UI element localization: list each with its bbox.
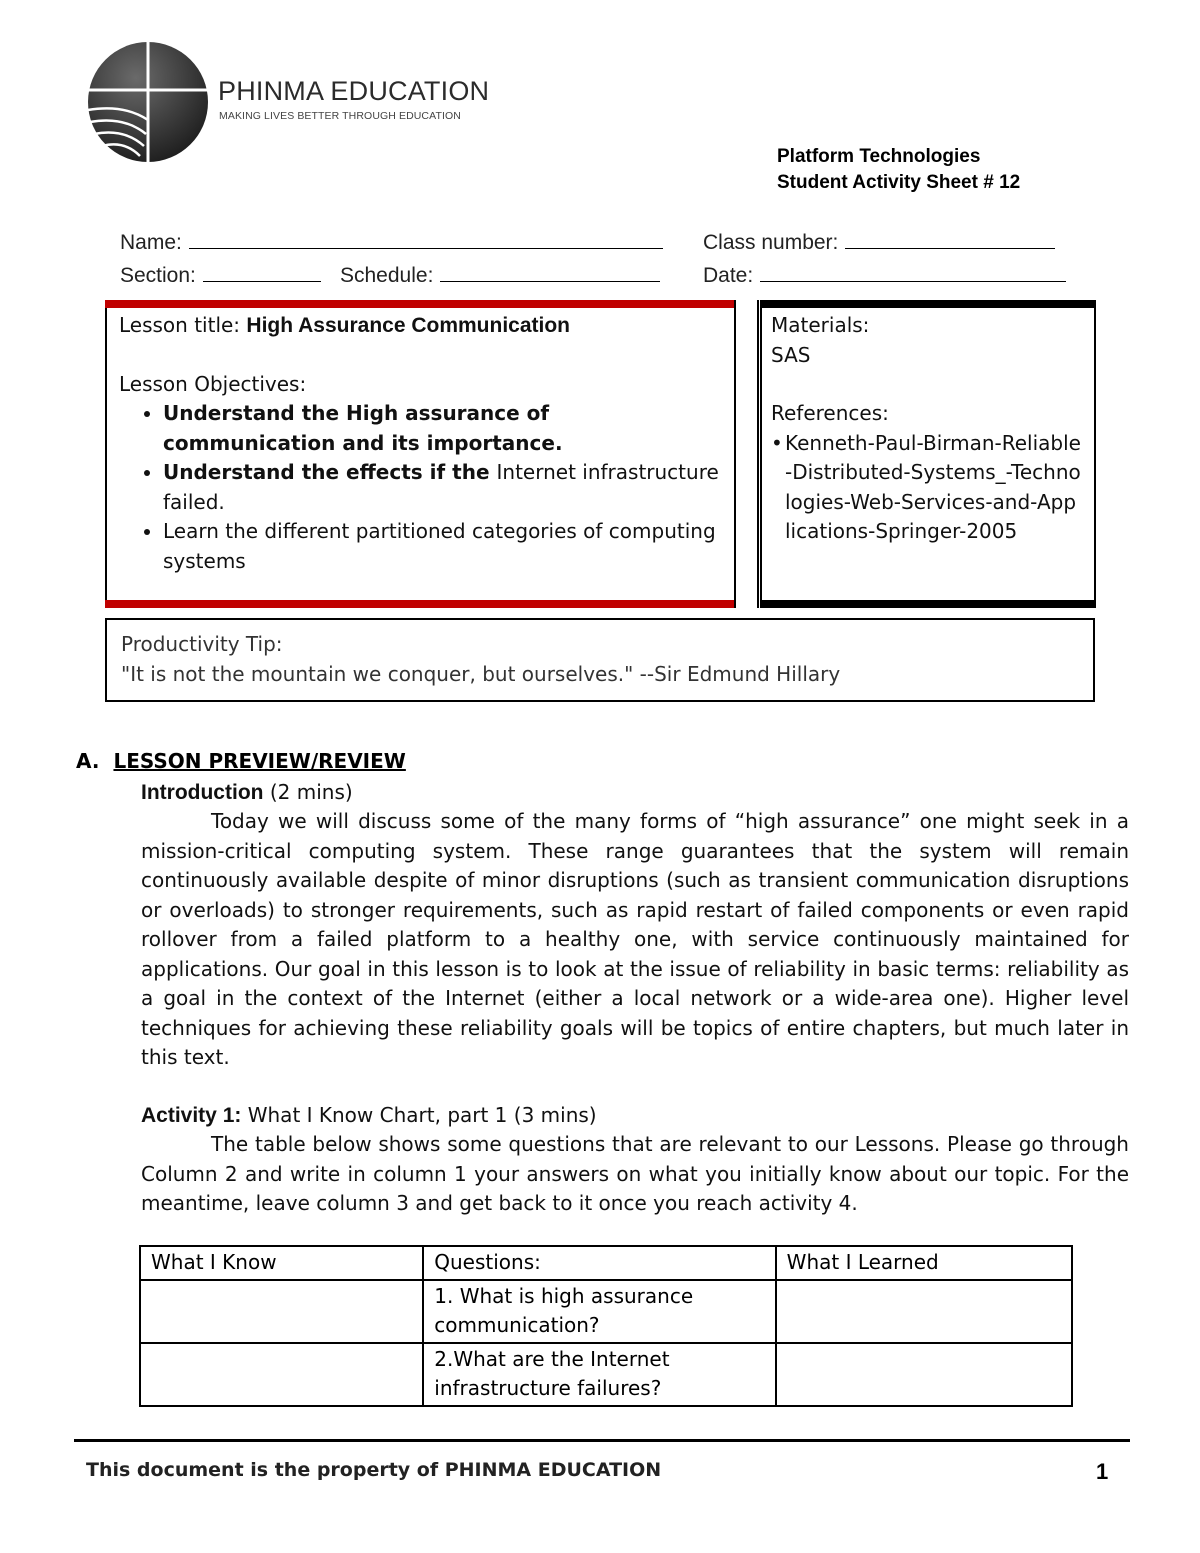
introduction-heading xyxy=(141,778,1129,808)
objectives-label: Lesson Objectives: xyxy=(119,371,307,396)
course-title: Platform Technologies xyxy=(777,146,981,167)
schedule-blank[interactable] xyxy=(440,261,660,282)
section-field[interactable] xyxy=(120,261,321,288)
date-label: Date: xyxy=(703,264,754,287)
name-label: Name: xyxy=(120,231,182,254)
lesson-box xyxy=(105,300,736,608)
materials-value: SAS xyxy=(771,342,811,367)
table-row xyxy=(140,1343,1072,1406)
name-blank[interactable] xyxy=(189,228,663,249)
productivity-tip-box xyxy=(105,618,1095,702)
activity-heading xyxy=(141,1101,1129,1131)
class-number-blank[interactable] xyxy=(845,228,1055,249)
section-blank[interactable] xyxy=(203,261,321,282)
introduction-paragraph xyxy=(141,807,1129,1073)
question-cell: 2.What are the Internet infrastructure failures? xyxy=(423,1343,775,1406)
column-header: What I Learned xyxy=(776,1246,1072,1280)
column-header: Questions: xyxy=(423,1246,775,1280)
section-a-heading xyxy=(76,749,406,773)
answer-cell[interactable] xyxy=(140,1343,423,1406)
learned-cell[interactable] xyxy=(776,1280,1072,1343)
schedule-label: Schedule: xyxy=(340,264,434,287)
what-i-know-table xyxy=(139,1245,1073,1407)
introduction-time: (2 mins) xyxy=(263,780,353,804)
objective-item: • Understand the High assurance of communication and its importance. xyxy=(163,399,724,458)
table-header-row xyxy=(140,1246,1072,1280)
objectives-list xyxy=(119,399,724,576)
footer-divider xyxy=(74,1439,1130,1442)
phinma-logo xyxy=(84,40,214,164)
section-letter: A. xyxy=(76,749,100,773)
bullet-icon: • xyxy=(771,430,783,455)
brand-tagline: MAKING LIVES BETTER THROUGH EDUCATION xyxy=(219,110,461,122)
references-label: References: xyxy=(771,401,889,425)
lesson-title-line xyxy=(119,311,724,341)
table-row xyxy=(140,1280,1072,1343)
lesson-title-label: Lesson title: xyxy=(119,313,241,337)
objective-item: • Learn the different partitioned categories of computing systems xyxy=(163,517,724,576)
objective-item: • Understand the effects if the Internet infrastructure failed. xyxy=(163,458,724,517)
introduction-label: Introduction xyxy=(141,781,264,804)
lesson-box-top-bar xyxy=(105,300,736,308)
brand-name: PHINMA EDUCATION xyxy=(218,76,490,106)
section-title: LESSON PREVIEW/REVIEW xyxy=(113,749,406,773)
class-number-field[interactable] xyxy=(703,228,1055,255)
activity-text: The table below shows some questions that are relevant to our Lessons. Please go through Column 2 and write in column 1 your answers on what you initially know about our topic. For the meantime, leave column 3 and get back to it once you reach activity 4. xyxy=(141,1132,1129,1215)
introduction-text: Today we will discuss some of the many forms of “high assurance” one might seek in a mission-critical computing system. These range guarantees that the system will remain continuously available despite of minor disruptions (such as transient communication disruptions or overloads) to stronger requirements, such as rapid restart of failed components or even rapid rollover from a failed platform to a healthy one, with service continuously maintained for applications. Our goal in this lesson is to look at the issue of reliability in basic terms: reliability as a goal in the context of the Internet (either a local network or a wide-area one). Higher level techniques for achieving these reliability goals will be topics of entire chapters, but much later in this text. xyxy=(141,809,1129,1069)
footer-text: This document is the property of PHINMA EDUCATION xyxy=(86,1459,662,1481)
sheet-number: Student Activity Sheet # 12 xyxy=(777,172,1021,193)
reference-item xyxy=(771,429,1087,547)
activity-title: What I Know Chart, part 1 (3 mins) xyxy=(241,1103,597,1127)
schedule-field[interactable] xyxy=(340,261,660,288)
box-separator xyxy=(734,300,759,608)
column-header: What I Know xyxy=(140,1246,423,1280)
materials-box xyxy=(760,300,1096,608)
class-number-label: Class number: xyxy=(703,231,839,254)
tip-quote: "It is not the mountain we conquer, but ourselves." --Sir Edmund Hillary xyxy=(121,661,841,686)
materials-label: Materials: xyxy=(771,313,870,337)
lesson-title: High Assurance Communication xyxy=(246,314,571,337)
materials-box-bottom-bar xyxy=(760,600,1096,608)
section-label: Section: xyxy=(120,264,196,287)
activity-paragraph xyxy=(141,1130,1129,1219)
lesson-box-bottom-bar xyxy=(105,600,736,608)
reference-text: Kenneth-Paul-Birman-Reliable-Distributed-Systems_-Technologies-Web-Services-and-Applications-Springer-2005 xyxy=(785,430,1081,543)
page-number: 1 xyxy=(1096,1459,1109,1484)
tip-label: Productivity Tip: xyxy=(121,632,283,656)
question-cell: 1. What is high assurance communication? xyxy=(423,1280,775,1343)
learned-cell[interactable] xyxy=(776,1343,1072,1406)
date-blank[interactable] xyxy=(760,261,1066,282)
activity-label: Activity 1: xyxy=(141,1104,242,1127)
date-field[interactable] xyxy=(703,261,1066,288)
name-field[interactable] xyxy=(120,228,663,255)
answer-cell[interactable] xyxy=(140,1280,423,1343)
materials-box-top-bar xyxy=(760,300,1096,308)
